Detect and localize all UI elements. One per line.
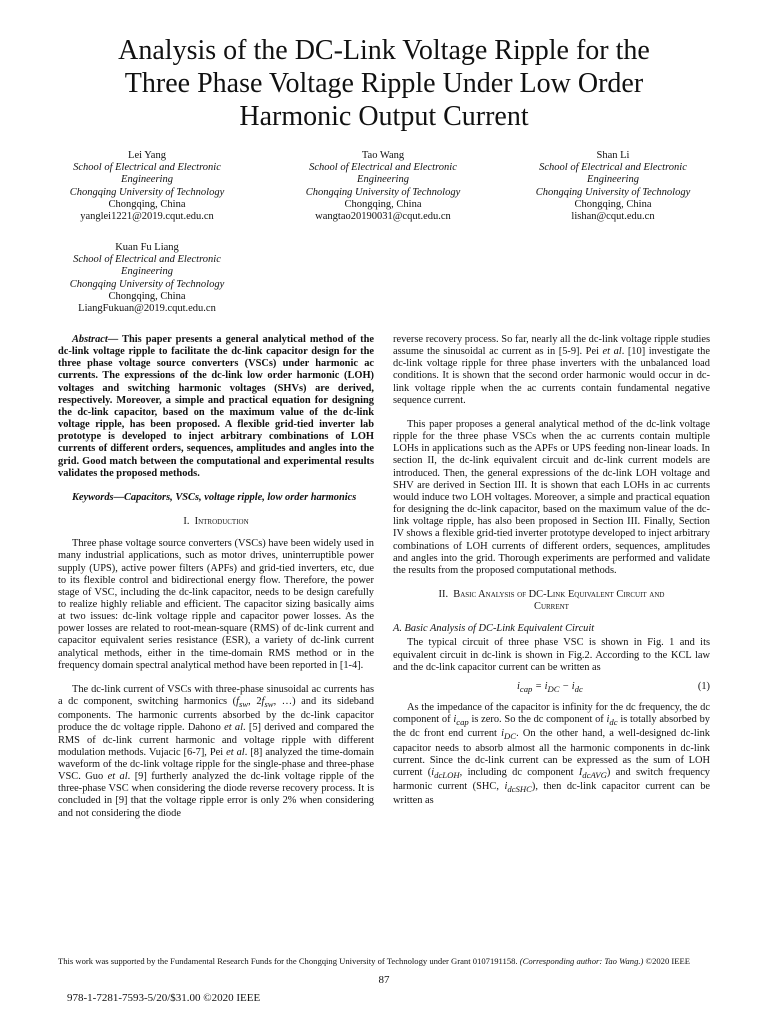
left-column xyxy=(58,334,374,820)
author-school: School of Electrical and Electronic xyxy=(73,162,221,174)
equation-number: (1) xyxy=(697,680,710,692)
section-number: I. xyxy=(183,516,190,528)
isbn-line: 978-1-7281-7593-5/20/$31.00 ©2020 IEEE xyxy=(67,992,261,1004)
author-location: Chongqing, China xyxy=(108,290,186,302)
author-name: Kuan Fu Liang xyxy=(115,242,179,253)
abstract-text: — This paper presents a general analytical method of the dc-link voltage ripple to facilitate the dc-link capacitor design for the three phase voltage source converters (VSCs) under harmonic ac currents. The expressions of the dc-link low order harmonic (LOH) voltages and switching harmonic voltages (SHVs) are derived, respectively. Moreover, a simple and practical equation for designing the dc-link capacitor, based on the maximum value of the dc-link voltage ripple, has been proposed. A flexible grid-tied inverter lab prototype is developed to inject arbitrary combinations of LOH currents of different orders, sequences, amplitudes and angles into the grid. Good match between the computational and experimental results validates the proposed methods. xyxy=(58,334,374,479)
author-school: Engineering xyxy=(121,266,173,278)
author-university: Chongqing University of Technology xyxy=(305,186,461,198)
right-column xyxy=(393,334,710,807)
title-line: Analysis of the DC-Link Voltage Ripple for the xyxy=(118,35,650,66)
author-school: School of Electrical and Electronic xyxy=(309,162,457,174)
author-block xyxy=(42,242,252,315)
author-location: Chongqing, China xyxy=(574,198,652,210)
author-location: Chongqing, China xyxy=(108,198,186,210)
author-email: lishan@cqut.edu.cn xyxy=(571,211,655,223)
paragraph: Three phase voltage source converters (VSCs) have been widely used in many industrial applications, such as motor drives, uninterruptible power supply (UPS), active power filters (APFs) and grid-tied inverters, etc, due to its flexible control and bidirectional energy flow. Therefore, the power stage of VSC, including the dc-link capacitor, needs to be design carefully to realize highly reliable and efficient. The capacitor sizing basically aims at two issues: dc-link voltage ripple and capacitor power losses. As the power losses are related to root-mean-square (RMS) of dc-link current and capacitor equivalent series resistance (ESR), a variety of dc-link current analytical methods, either in the time-domain RMS method or in the frequency domain spectral analytical method have been reported in [1-4]. xyxy=(58,538,374,671)
equation-expression: $i_{cap} = i_{DC} - i_{dc}$ xyxy=(517,680,583,694)
subsection-heading: A. Basic Analysis of DC-Link Equivalent Circuit xyxy=(393,623,595,635)
author-school: School of Electrical and Electronic xyxy=(539,162,687,174)
author-university: Chongqing University of Technology xyxy=(69,186,225,198)
author-name: Tao Wang xyxy=(361,150,405,161)
section-title: Current xyxy=(534,601,569,613)
author-email: LiangFukuan@2019.cqut.edu.cn xyxy=(78,303,216,315)
paper-title xyxy=(40,34,728,133)
author-university: Chongqing University of Technology xyxy=(69,278,225,290)
author-email: yanglei1221@2019.cqut.edu.cn xyxy=(80,211,214,223)
paragraph: The typical circuit of three phase VSC is shown in Fig. 1 and its equivalent circuit in dc-link is shown in Fig.2. According to the KCL law and the dc-link capacitor current can be written as xyxy=(393,637,710,673)
author-school: Engineering xyxy=(587,174,639,186)
author-block xyxy=(278,150,488,223)
section-heading xyxy=(58,516,374,528)
keywords: Keywords—Capacitors, VSCs, voltage ripple, low order harmonics xyxy=(72,491,357,503)
section-title: Basic Analysis of DC-Link Equivalent Circuit and xyxy=(453,588,665,600)
author-school: Engineering xyxy=(121,174,173,186)
author-location: Chongqing, China xyxy=(344,198,422,210)
section-heading xyxy=(393,589,710,613)
author-email: wangtao20190031@cqut.edu.cn xyxy=(315,211,451,223)
author-block xyxy=(42,150,252,223)
author-school: School of Electrical and Electronic xyxy=(73,254,221,266)
section-number: II. xyxy=(438,588,449,600)
paragraph: As the impedance of the capacitor is infinity for the dc frequency, the dc component of $i_{cap}$ is zero. So the dc component of $i_{dc}$ is totally absorbed by the dc front end current $i_{DC}$. On the other hand, a well-designed dc-link capacitor needs to absorb almost all the harmonic components in dc-link current. Since the dc-link current can be expressed as the sum of LOH current ($i_{dcLOH}$, including dc component $I_{dcAVG}$) and switch frequency harmonic current (SHC, $i_{dcSHC}$), then dc-link capacitor current can be written as xyxy=(393,701,711,807)
abstract xyxy=(58,334,374,480)
title-line: Three Phase Voltage Ripple Under Low Order xyxy=(124,68,644,99)
paragraph: This paper proposes a general analytical method of the dc-link voltage ripple for the three phase VSCs when the ac currents contain multiple LOHs in applications such as the APFs or UPS feeding non-linear loads. In section II, the dc-link equivalent circuit and dc-link current models are introduced. Then, the general expressions of the dc-link LOH voltage and SHV are derived in Section III. It is shown that each LOHs in ac currents would induce two LOH voltages. Moreover, a simple and practical equation for designing the dc-link capacitor, based on the maximum value of the dc-link voltage ripple, has also been proposed in Section III. Finally, Section IV shows a flexible grid-tied inverter prototype developed to inject arbitrary combinations of LOH currents of different orders, sequences, amplitudes and angles into the grid. Thorough experiments are performed and validate the results from the proposed computational methods. xyxy=(393,418,710,576)
author-name: Shan Li xyxy=(596,150,630,161)
page-number: 87 xyxy=(378,974,390,986)
author-block xyxy=(508,150,718,223)
paragraph: reverse recovery process. So far, nearly all the dc-link voltage ripple studies assume the sinusoidal ac current as in [5-9]. Pei et al. [10] investigate the dc-link voltage ripple for three phase inverters with the unbalanced load conditions. It is shown that the second order harmonic would occur in dc-link voltage ripple when the ac currents contain fundamental negative sequence current. xyxy=(393,334,710,406)
paragraph: The dc-link current of VSCs with three-phase sinusoidal ac currents has a dc component, switching harmonics ($f_{sw}$, $2f_{sw}$, …) and its sideband components. The harmonic currents absorbed by the dc-link capacitor produce the dc voltage ripple. Dahono et al. [5] derived and compared the RMS of dc-link current harmonic and voltage ripple with different modulation methods. Vujacic [6-7], Pei et al. [8] analyzed the time-domain waveform of the dc-link voltage ripple for the single-phase and three-phase VSC. Guo et al. [9] furtherly analyzed the dc-link voltage ripple of the three-phase VSC when considering the diode reverse recovery process. It is concluded in [9] that the voltage ripple error is only 2% when considering and not considering the diode xyxy=(58,683,375,819)
author-school: Engineering xyxy=(357,174,409,186)
footnote: This work was supported by the Fundamental Research Funds for the Chongqing University of Technology under Grant 0107191158. (Corresponding author: Tao Wang.) ©2020 IEEE xyxy=(58,956,691,966)
title-line: Harmonic Output Current xyxy=(239,101,529,132)
abstract-label: Abstract xyxy=(72,334,108,345)
section-title: Introduction xyxy=(194,516,249,528)
equation-1 xyxy=(393,678,710,698)
author-university: Chongqing University of Technology xyxy=(535,186,691,198)
author-name: Lei Yang xyxy=(128,150,166,161)
